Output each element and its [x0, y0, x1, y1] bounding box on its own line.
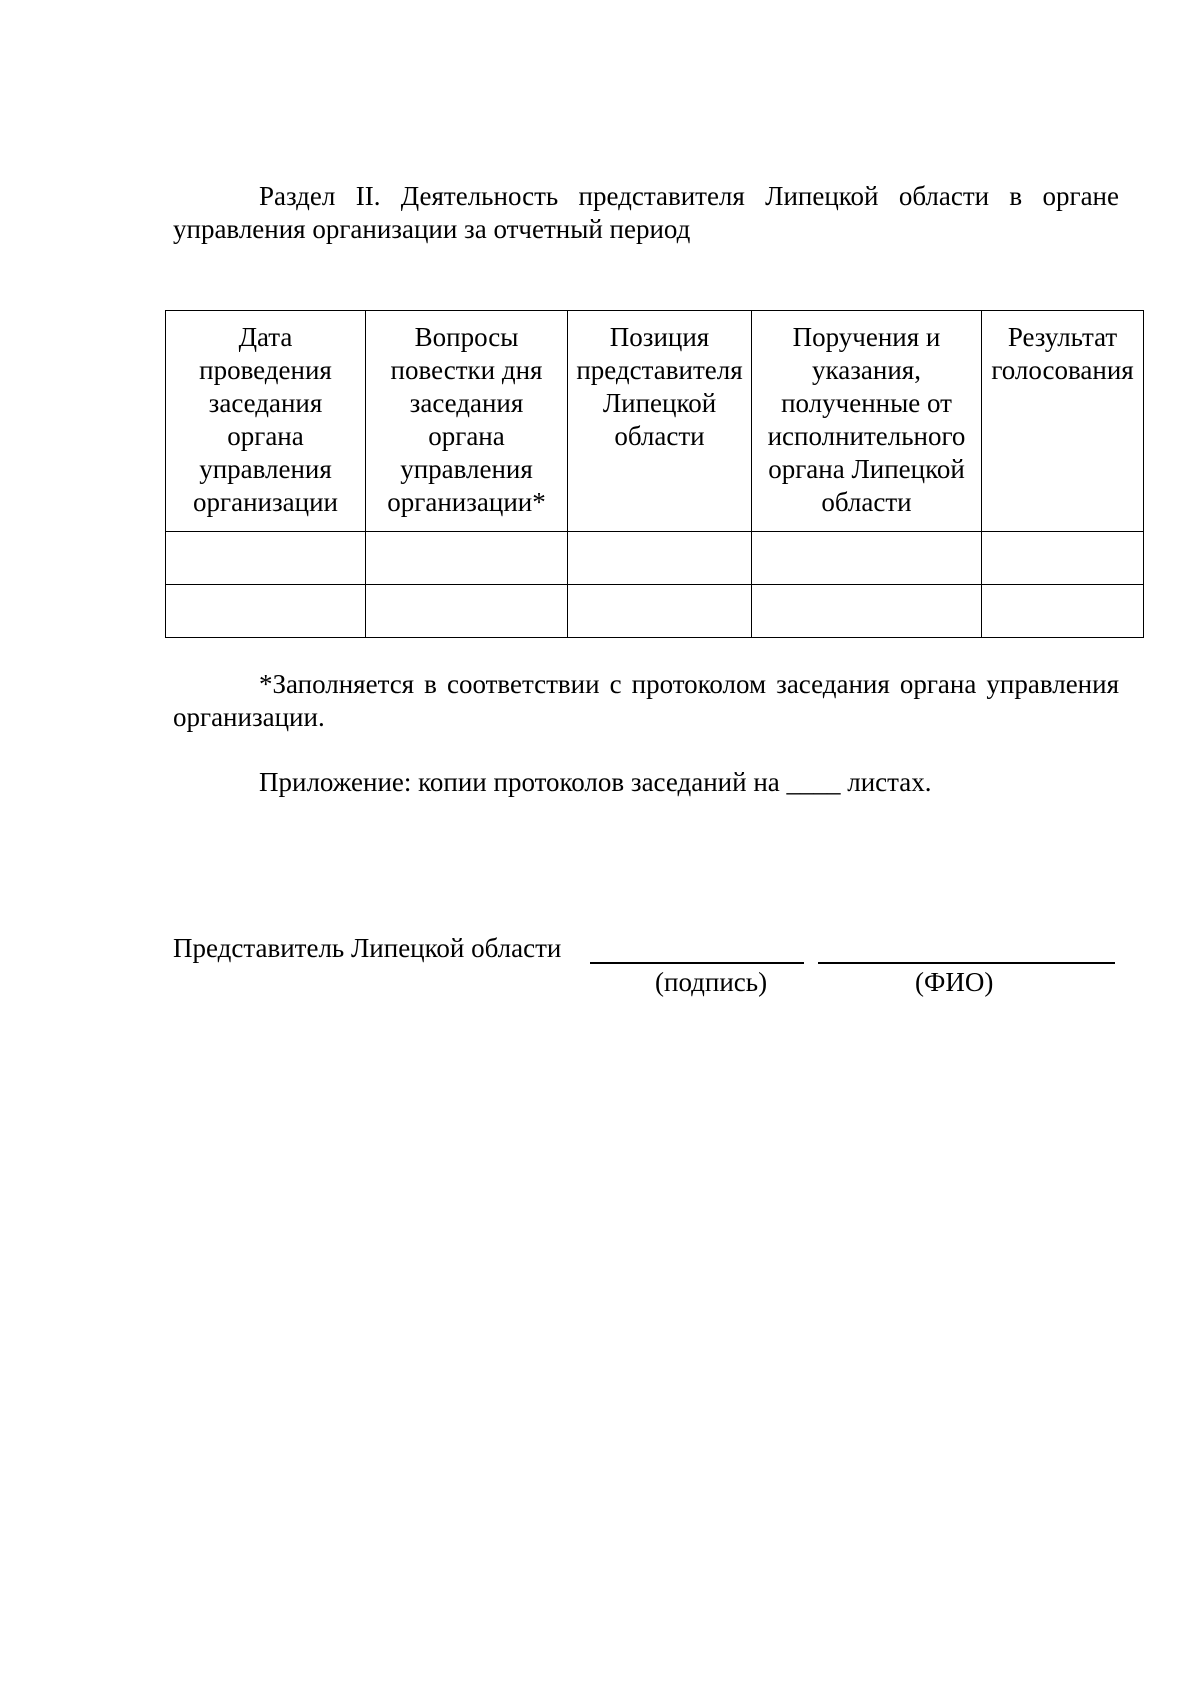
section-title: Раздел II. Деятельность представителя Липецкой области в органе управления организации за отчетный период: [173, 181, 1119, 244]
column-header-label: Позиция представителя Липецкой области: [576, 322, 743, 451]
table-cell[interactable]: [752, 585, 982, 638]
column-header-instructions: [752, 311, 982, 532]
signature-caption: (подпись): [655, 967, 768, 997]
column-header-label: Поручения и указания, полученные от исполнительного органа Липецкой области: [767, 322, 966, 517]
table-header-row: [166, 311, 1144, 532]
table-cell[interactable]: [366, 532, 568, 585]
table-row: [166, 585, 1144, 638]
table-cell[interactable]: [166, 585, 366, 638]
table-cell[interactable]: [982, 585, 1144, 638]
table-cell[interactable]: [166, 532, 366, 585]
column-header-meeting-date: [166, 311, 366, 532]
signatory-label: Представитель Липецкой области: [173, 933, 562, 963]
table-cell[interactable]: [982, 532, 1144, 585]
column-header-label: Дата проведения заседания органа управления организации: [193, 322, 338, 517]
column-header-label: Вопросы повестки дня заседания органа управления организации*: [387, 322, 546, 517]
activity-table: [165, 310, 1144, 638]
fio-line[interactable]: [818, 962, 1115, 964]
table-cell[interactable]: [568, 532, 752, 585]
table-row: [166, 532, 1144, 585]
column-header-label: Результат голосования: [991, 322, 1134, 385]
column-header-agenda-questions: [366, 311, 568, 532]
appendix-note: Приложение: копии протоколов заседаний на ____ листах.: [259, 767, 932, 797]
fio-caption: (ФИО): [915, 967, 994, 997]
signature-line[interactable]: [590, 962, 804, 964]
column-header-representative-position: [568, 311, 752, 532]
table-cell[interactable]: [752, 532, 982, 585]
column-header-voting-result: [982, 311, 1144, 532]
table-cell[interactable]: [366, 585, 568, 638]
table-footnote: *Заполняется в соответствии с протоколом заседания органа управления организации.: [173, 669, 1119, 732]
table-cell[interactable]: [568, 585, 752, 638]
